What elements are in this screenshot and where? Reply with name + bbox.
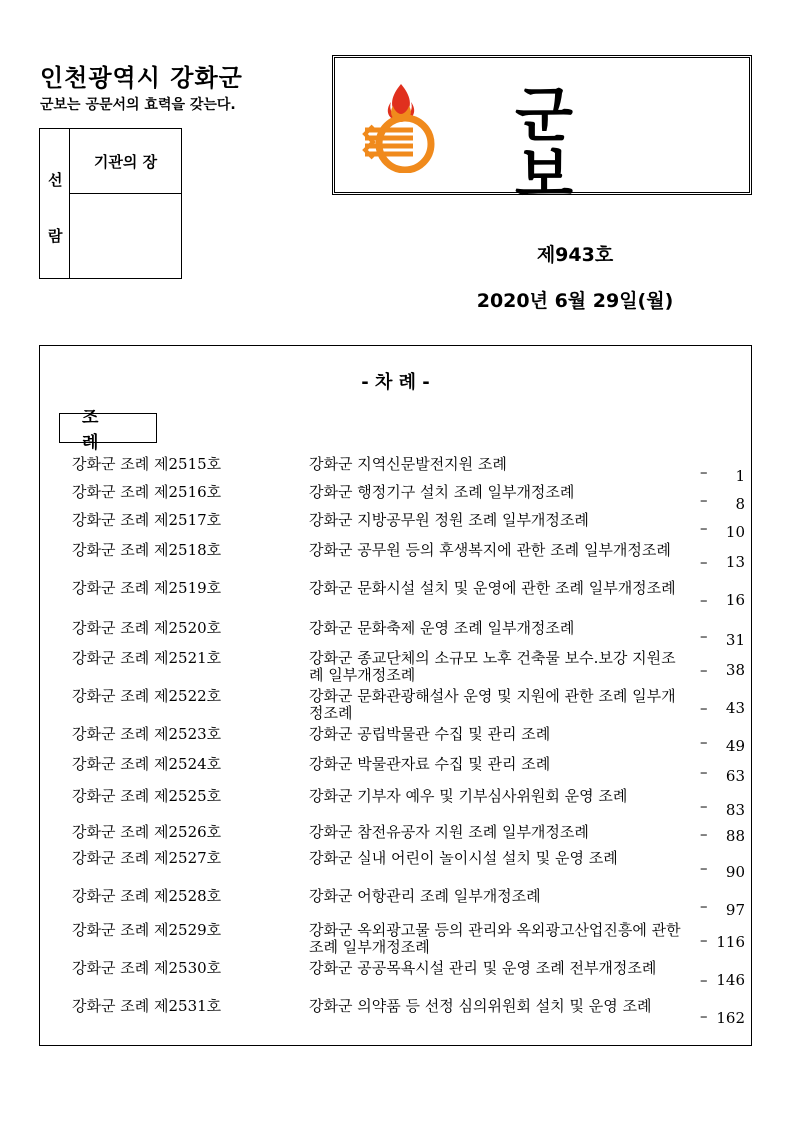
toc-entry-title: 강화군 행정기구 설치 조례 일부개정조례 xyxy=(309,483,575,501)
circulation-side-label-2: 람 xyxy=(48,227,63,245)
toc-entry-number: 강화군 조례 제2524호 xyxy=(72,755,222,773)
toc-entry-title: 강화군 문화시설 설치 및 운영에 관한 조례 일부개정조례 xyxy=(309,579,676,597)
toc-entry-number: 강화군 조례 제2518호 xyxy=(72,541,222,559)
toc-entry-leader: – xyxy=(700,627,708,645)
toc-entry-number: 강화군 조례 제2522호 xyxy=(72,687,222,705)
toc-entry-page: 90 xyxy=(725,863,745,881)
toc-entry-title: 강화군 기부자 예우 및 기부심사위원회 운영 조례 xyxy=(309,787,628,805)
toc-entry-leader: – xyxy=(700,463,708,481)
toc-entry-number: 강화군 조례 제2515호 xyxy=(72,455,222,473)
toc-heading: - 차 례 - xyxy=(361,372,430,393)
toc-entry-title: 강화군 의약품 등 선정 심의위원회 설치 및 운영 조례 xyxy=(309,997,652,1015)
toc-entry-page: 31 xyxy=(725,631,745,649)
toc-entry-number: 강화군 조례 제2525호 xyxy=(72,787,222,805)
toc-entry-page: 1 xyxy=(735,467,745,485)
toc-entry-page: 10 xyxy=(725,523,745,541)
toc-entry-number: 강화군 조례 제2528호 xyxy=(72,887,222,905)
section-label: 조례 xyxy=(59,413,157,443)
table-of-contents xyxy=(39,345,752,1046)
toc-entry-number: 강화군 조례 제2519호 xyxy=(72,579,222,597)
org-title: 인천광역시 강화군 xyxy=(40,64,243,92)
toc-entry-page: 43 xyxy=(725,699,745,717)
toc-entry-page: 97 xyxy=(725,901,745,919)
toc-entry-title: 강화군 지역신문발전지원 조례 xyxy=(309,455,507,473)
toc-entry-title: 강화군 공공목욕시설 관리 및 운영 조례 전부개정조례 xyxy=(309,959,657,977)
toc-entry-leader: – xyxy=(700,519,708,537)
toc-entry-page: 116 xyxy=(716,933,745,951)
toc-entry-leader: – xyxy=(700,1007,708,1025)
toc-entry-page: 88 xyxy=(725,827,745,845)
toc-entry-title: 강화군 문화축제 운영 조례 일부개정조례 xyxy=(309,619,575,637)
toc-entry-leader: – xyxy=(700,763,708,781)
toc-entry-page: 38 xyxy=(725,661,745,679)
toc-entry-number: 강화군 조례 제2523호 xyxy=(72,725,222,743)
toc-entry-leader: – xyxy=(700,661,708,679)
toc-entry-leader: – xyxy=(700,733,708,751)
toc-entry-title: 강화군 지방공무원 정원 조례 일부개정조례 xyxy=(309,511,589,529)
toc-entry-leader: – xyxy=(700,825,708,843)
toc-entry-leader: – xyxy=(700,897,708,915)
toc-entry-leader: – xyxy=(700,591,708,609)
toc-entry-title: 강화군 어항관리 조례 일부개정조례 xyxy=(309,887,541,905)
toc-entry-number: 강화군 조례 제2529호 xyxy=(72,921,222,939)
toc-entry-page: 162 xyxy=(716,1009,745,1027)
ganghwa-county-emblem-icon xyxy=(361,78,441,173)
toc-entry-leader: – xyxy=(700,797,708,815)
issue-date: 2020년 6월 29일(월) xyxy=(476,290,674,312)
toc-entry-page: 146 xyxy=(716,971,745,989)
toc-entry-number: 강화군 조례 제2517호 xyxy=(72,511,222,529)
toc-entry-number: 강화군 조례 제2526호 xyxy=(72,823,222,841)
masthead xyxy=(332,55,752,211)
masthead-title: 군보 xyxy=(515,81,643,211)
toc-entry-title: 강화군 공립박물관 수집 및 관리 조례 xyxy=(309,725,551,743)
toc-entry-title: 강화군 옥외광고물 등의 관리와 옥외광고산업진흥에 관한 조례 일부개정조례 xyxy=(309,921,681,956)
toc-entry-title: 강화군 공무원 등의 후생복지에 관한 조례 일부개정조례 xyxy=(309,541,671,559)
circulation-column-header: 기관의 장 xyxy=(70,129,181,194)
toc-entry-number: 강화군 조례 제2531호 xyxy=(72,997,222,1015)
toc-entry-page: 63 xyxy=(725,767,745,785)
toc-entry-title: 강화군 실내 어린이 놀이시설 설치 및 운영 조례 xyxy=(309,849,618,867)
toc-entry-title: 강화군 박물관자료 수집 및 관리 조례 xyxy=(309,755,551,773)
toc-entry-page: 83 xyxy=(725,801,745,819)
toc-entry-page: 16 xyxy=(725,591,745,609)
toc-entry-title: 강화군 참전유공자 지원 조례 일부개정조례 xyxy=(309,823,589,841)
toc-entry-number: 강화군 조례 제2516호 xyxy=(72,483,222,501)
toc-entry-leader: – xyxy=(700,971,708,989)
toc-entry-number: 강화군 조례 제2530호 xyxy=(72,959,222,977)
toc-entry-number: 강화군 조례 제2520호 xyxy=(72,619,222,637)
toc-entry-leader: – xyxy=(700,491,708,509)
toc-entry-number: 강화군 조례 제2521호 xyxy=(72,649,222,667)
toc-entry-leader: – xyxy=(700,859,708,877)
issue-number: 제943호 xyxy=(536,244,614,266)
toc-entry-leader: – xyxy=(700,931,708,949)
toc-entry-title: 강화군 종교단체의 소규모 노후 건축물 보수.보강 지원조례 일부개정조례 xyxy=(309,649,676,684)
org-subtitle: 군보는 공문서의 효력을 갖는다. xyxy=(40,97,236,113)
toc-entry-leader: – xyxy=(700,699,708,717)
toc-entry-number: 강화군 조례 제2527호 xyxy=(72,849,222,867)
toc-entry-title: 강화군 문화관광해설사 운영 및 지원에 관한 조례 일부개정조례 xyxy=(309,687,676,722)
toc-entry-page: 8 xyxy=(735,495,745,513)
toc-entry-leader: – xyxy=(700,553,708,571)
circulation-side-label-1: 선 xyxy=(48,171,63,189)
toc-entry-page: 49 xyxy=(725,737,745,755)
toc-entry-page: 13 xyxy=(725,553,745,571)
